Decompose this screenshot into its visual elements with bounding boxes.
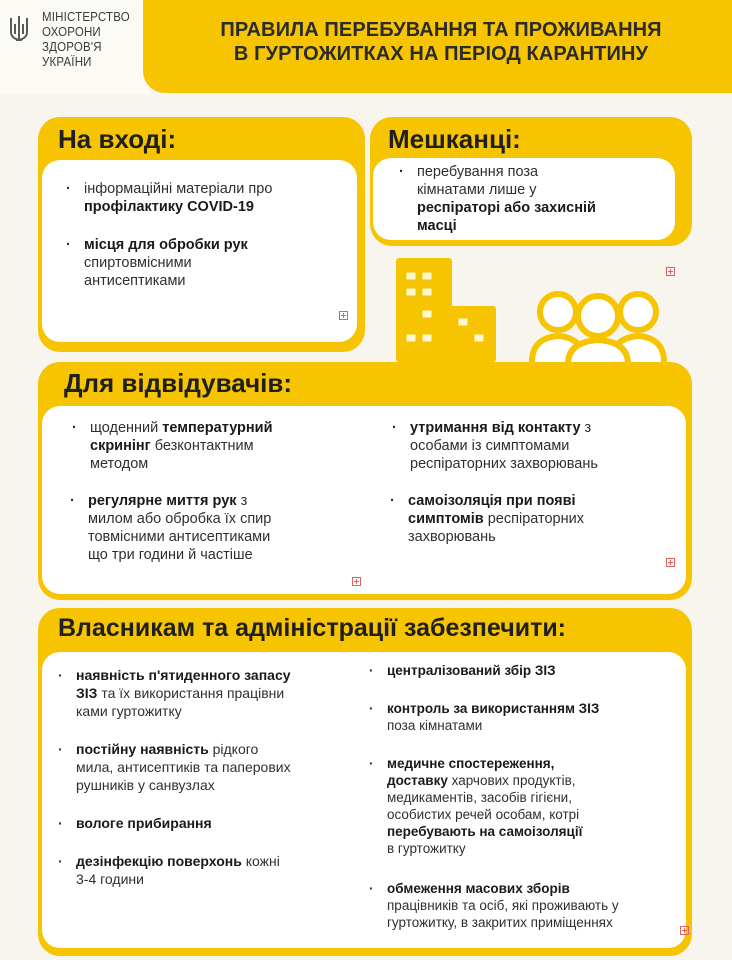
entry-item-2: · місця для обробки рук спиртовмісними антисептиками <box>66 237 248 289</box>
plus-mark-icon <box>666 558 675 567</box>
owners-left-item-2: · постійну наявність рідкого мила, антисептиків та паперових рушників у санвузлах <box>58 741 291 793</box>
people-icon <box>528 284 668 364</box>
plus-mark-icon <box>339 311 348 320</box>
ministry-name: МІНІСТЕРСТВО ОХОРОНИ ЗДОРОВ'Я УКРАЇНИ <box>42 10 130 69</box>
plus-mark-icon <box>680 926 689 935</box>
trident-icon <box>8 14 30 44</box>
residents-title: Мешканці: <box>388 124 521 154</box>
owners-right-item-1: · централізований збір ЗІЗ <box>369 663 556 678</box>
visitors-item-4: · самоізоляція при появі симптомів респіраторних захворювань <box>390 493 584 545</box>
page-title: ПРАВИЛА ПЕРЕБУВАННЯ ТА ПРОЖИВАННЯ В ГУРТОЖИТКАХ НА ПЕРІОД КАРАНТИНУ <box>220 19 662 65</box>
owners-right-item-3: · медичне спостереження, доставку харчових продуктів, медикаментів, засобів гігієни, особистих речей особам, котрі перебувають на самоізоляції в гуртожитку <box>369 756 583 856</box>
entry-title: На вході: <box>58 124 177 154</box>
owners-left-item-3: · вологе прибирання <box>58 815 212 831</box>
visitors-item-3: · утримання від контакту з особами із симптомами респіраторних захворювань <box>392 420 598 472</box>
visitors-item-1: · щоденний температурний скринінг безконтактним методом <box>72 420 273 472</box>
owners-left-item-1: · наявність п'ятиденного запасу ЗІЗ та їх використання працівни ками гуртожитку <box>58 667 291 719</box>
residents-item-1: · перебування поза кімнатами лише у респіраторі або захисній масці <box>399 164 596 234</box>
building-icon <box>390 254 500 364</box>
owners-left-item-4: · дезінфекцію поверхонь кожні 3-4 години <box>58 853 280 887</box>
visitors-title: Для відвідувачів: <box>64 368 293 398</box>
owners-right-item-2: · контроль за використанням ЗІЗ поза кімнатами <box>369 701 600 733</box>
owners-title: Власникам та адміністрації забезпечити: <box>58 614 567 642</box>
plus-mark-icon <box>666 267 675 276</box>
ministry-logo-block <box>0 0 150 95</box>
visitors-item-2: · регулярне миття рук з милом або обробка їх спир товмісними антисептиками що три години й частіше <box>70 493 272 563</box>
entry-item-1: · інформаційні матеріали про профілактику COVID-19 <box>66 181 273 215</box>
owners-right-item-4: · обмеження масових зборів працівників та осіб, які проживають у гуртожитку, в закритих приміщеннях <box>369 881 619 930</box>
plus-mark-icon <box>352 577 361 586</box>
